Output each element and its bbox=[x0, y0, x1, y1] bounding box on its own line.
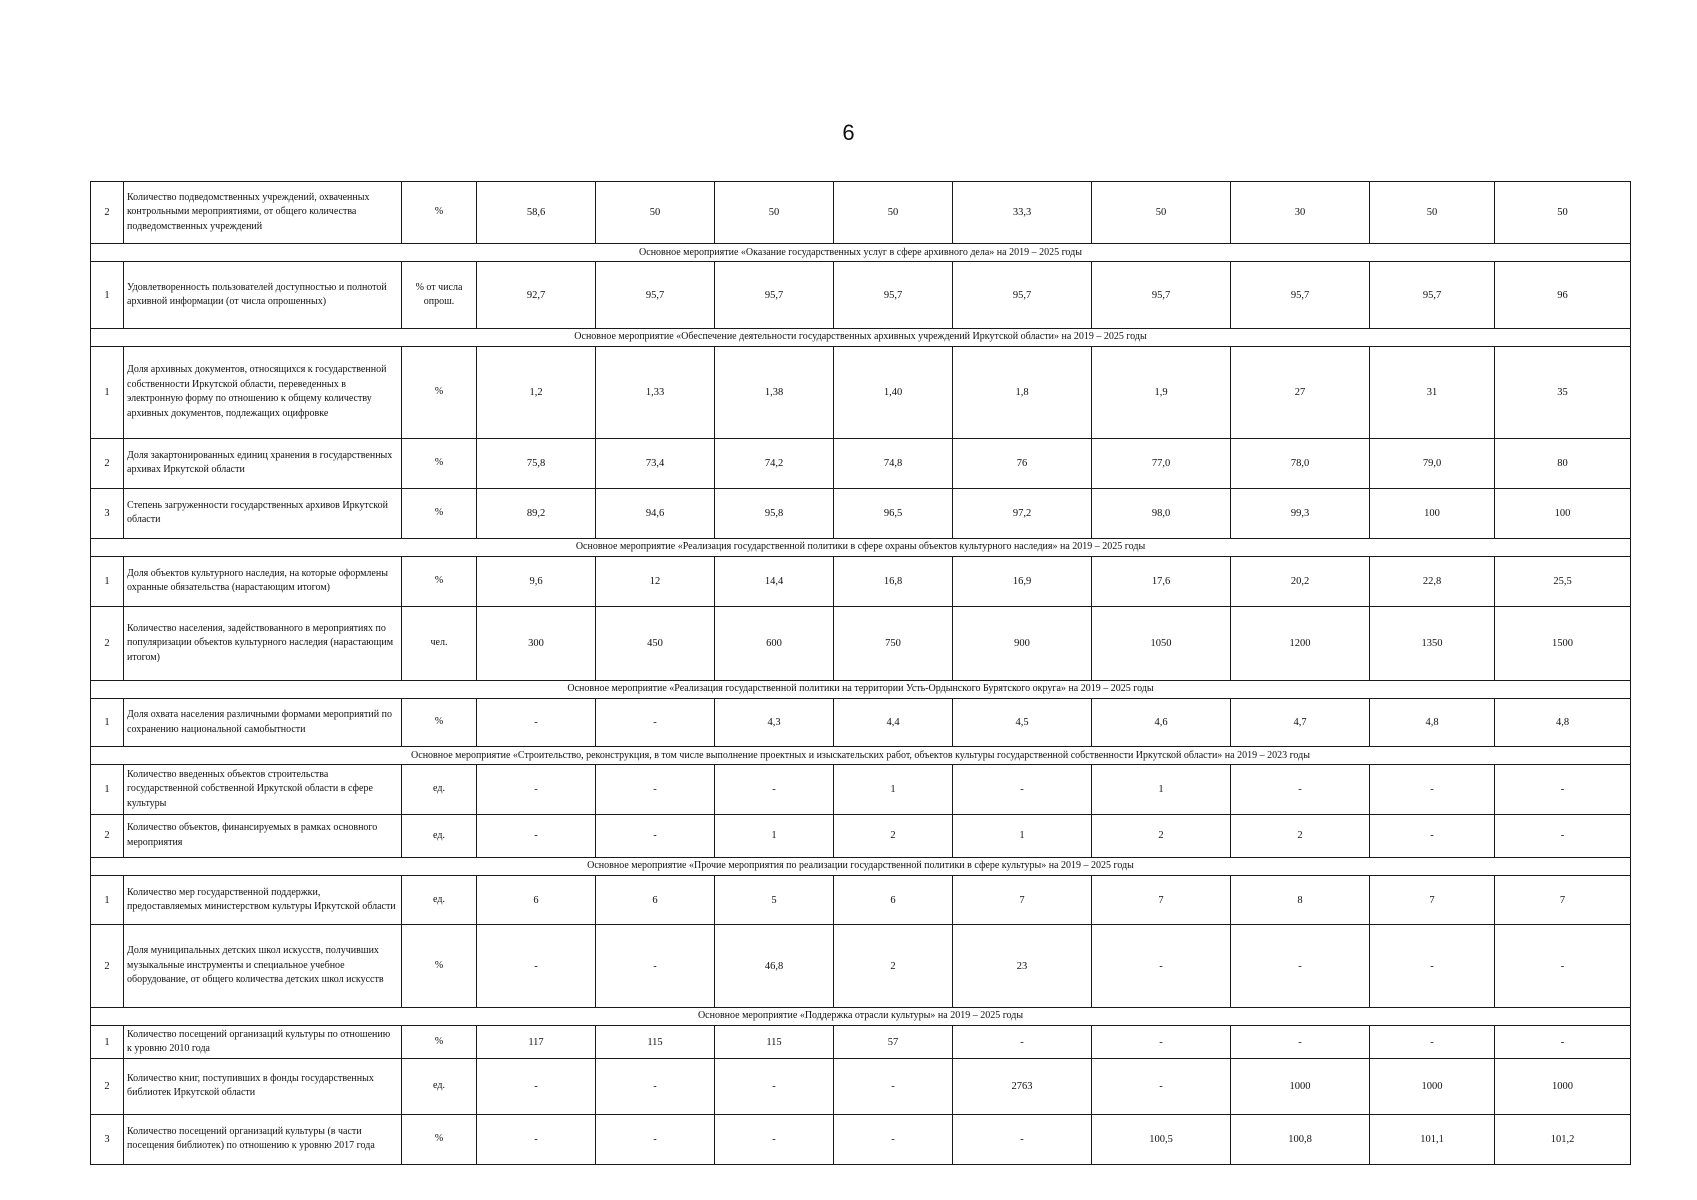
value-cell: - bbox=[1092, 1026, 1231, 1059]
value-cell: 1350 bbox=[1370, 606, 1495, 680]
value-cell: 1 bbox=[715, 814, 834, 857]
table-row bbox=[91, 876, 1631, 925]
table-row bbox=[91, 1114, 1631, 1164]
value-cell: - bbox=[596, 1114, 715, 1164]
value-cell: 100,5 bbox=[1092, 1114, 1231, 1164]
value-cell: 2 bbox=[1092, 814, 1231, 857]
value-cell: 1 bbox=[953, 814, 1092, 857]
value-cell: - bbox=[953, 1026, 1092, 1059]
table-row bbox=[91, 488, 1631, 538]
value-cell: - bbox=[1231, 925, 1370, 1008]
value-cell: 17,6 bbox=[1092, 557, 1231, 606]
value-cell: 101,2 bbox=[1495, 1114, 1631, 1164]
row-number-cell: 2 bbox=[91, 814, 124, 857]
section-title: Основное мероприятие «Реализация государственной политики на территории Усть-Ордынского Бурятского округа» на 2019 – 2025 годы bbox=[91, 680, 1631, 698]
value-cell: 31 bbox=[1370, 346, 1495, 438]
value-cell: 33,3 bbox=[953, 182, 1092, 244]
value-cell: 4,3 bbox=[715, 699, 834, 747]
table-row bbox=[91, 925, 1631, 1008]
value-cell: 100 bbox=[1370, 488, 1495, 538]
value-cell: 97,2 bbox=[953, 488, 1092, 538]
value-cell: 115 bbox=[715, 1026, 834, 1059]
value-cell: 73,4 bbox=[596, 438, 715, 488]
row-number-cell: 1 bbox=[91, 765, 124, 814]
value-cell: - bbox=[596, 699, 715, 747]
value-cell: - bbox=[477, 925, 596, 1008]
value-cell: 95,7 bbox=[715, 262, 834, 328]
value-cell: 75,8 bbox=[477, 438, 596, 488]
value-cell: 12 bbox=[596, 557, 715, 606]
indicator-name-cell: Доля муниципальных детских школ искусств, получивших музыкальные инструменты и специальное учебное оборудование, от общего количества детских школ искусств bbox=[124, 925, 402, 1008]
value-cell: 4,6 bbox=[1092, 699, 1231, 747]
value-cell: 6 bbox=[834, 876, 953, 925]
value-cell: 1,33 bbox=[596, 346, 715, 438]
value-cell: 1,9 bbox=[1092, 346, 1231, 438]
row-number-cell: 3 bbox=[91, 488, 124, 538]
row-number-cell: 2 bbox=[91, 438, 124, 488]
unit-cell: ед. bbox=[402, 814, 477, 857]
indicators-table bbox=[90, 181, 1631, 1165]
value-cell: 46,8 bbox=[715, 925, 834, 1008]
unit-cell: % bbox=[402, 438, 477, 488]
row-number-cell: 1 bbox=[91, 876, 124, 925]
value-cell: 2 bbox=[834, 925, 953, 1008]
unit-cell: чел. bbox=[402, 606, 477, 680]
value-cell: 50 bbox=[715, 182, 834, 244]
row-number-cell: 1 bbox=[91, 699, 124, 747]
unit-cell: % bbox=[402, 1114, 477, 1164]
section-header-row bbox=[91, 328, 1631, 346]
value-cell: 4,5 bbox=[953, 699, 1092, 747]
row-number-cell: 3 bbox=[91, 1114, 124, 1164]
table-row bbox=[91, 346, 1631, 438]
value-cell: 25,5 bbox=[1495, 557, 1631, 606]
value-cell: - bbox=[1370, 1026, 1495, 1059]
value-cell: - bbox=[1370, 765, 1495, 814]
value-cell: - bbox=[1370, 814, 1495, 857]
section-title: Основное мероприятие «Обеспечение деятельности государственных архивных учреждений Иркутской области» на 2019 – 2025 годы bbox=[91, 328, 1631, 346]
value-cell: - bbox=[596, 765, 715, 814]
value-cell: - bbox=[715, 1114, 834, 1164]
value-cell: 9,6 bbox=[477, 557, 596, 606]
unit-cell: ед. bbox=[402, 876, 477, 925]
value-cell: - bbox=[1231, 765, 1370, 814]
value-cell: 4,8 bbox=[1495, 699, 1631, 747]
value-cell: 7 bbox=[1092, 876, 1231, 925]
table-row bbox=[91, 814, 1631, 857]
table-row bbox=[91, 262, 1631, 328]
section-header-row bbox=[91, 244, 1631, 262]
value-cell: 74,8 bbox=[834, 438, 953, 488]
value-cell: 80 bbox=[1495, 438, 1631, 488]
unit-cell: % bbox=[402, 925, 477, 1008]
value-cell: 95,7 bbox=[1092, 262, 1231, 328]
value-cell: 76 bbox=[953, 438, 1092, 488]
value-cell: 6 bbox=[477, 876, 596, 925]
value-cell: 96 bbox=[1495, 262, 1631, 328]
value-cell: 4,7 bbox=[1231, 699, 1370, 747]
indicator-name-cell: Количество населения, задействованного в мероприятиях по популяризации объектов культурного наследия (нарастающим итогом) bbox=[124, 606, 402, 680]
value-cell: 35 bbox=[1495, 346, 1631, 438]
section-title: Основное мероприятие «Прочие мероприятия по реализации государственной политики в сфере культуры» на 2019 – 2025 годы bbox=[91, 858, 1631, 876]
value-cell: 58,6 bbox=[477, 182, 596, 244]
value-cell: 89,2 bbox=[477, 488, 596, 538]
value-cell: - bbox=[1495, 814, 1631, 857]
value-cell: 117 bbox=[477, 1026, 596, 1059]
table-row bbox=[91, 557, 1631, 606]
section-header-row bbox=[91, 680, 1631, 698]
row-number-cell: 1 bbox=[91, 557, 124, 606]
value-cell: 30 bbox=[1231, 182, 1370, 244]
unit-cell: % bbox=[402, 346, 477, 438]
unit-cell: % bbox=[402, 182, 477, 244]
value-cell: - bbox=[477, 1059, 596, 1114]
value-cell: 900 bbox=[953, 606, 1092, 680]
indicator-name-cell: Количество посещений организаций культуры по отношению к уровню 2010 года bbox=[124, 1026, 402, 1059]
value-cell: 96,5 bbox=[834, 488, 953, 538]
value-cell: - bbox=[1092, 925, 1231, 1008]
value-cell: 1 bbox=[834, 765, 953, 814]
value-cell: 92,7 bbox=[477, 262, 596, 328]
section-title: Основное мероприятие «Реализация государственной политики в сфере охраны объектов культурного наследия» на 2019 – 2025 годы bbox=[91, 539, 1631, 557]
value-cell: 1500 bbox=[1495, 606, 1631, 680]
value-cell: 16,9 bbox=[953, 557, 1092, 606]
indicator-name-cell: Количество посещений организаций культуры (в части посещения библиотек) по отношению к уровню 2017 года bbox=[124, 1114, 402, 1164]
unit-cell: % bbox=[402, 699, 477, 747]
indicator-name-cell: Количество объектов, финансируемых в рамках основного мероприятия bbox=[124, 814, 402, 857]
row-number-cell: 2 bbox=[91, 925, 124, 1008]
row-number-cell: 1 bbox=[91, 346, 124, 438]
unit-cell: % bbox=[402, 557, 477, 606]
value-cell: 99,3 bbox=[1231, 488, 1370, 538]
section-title: Основное мероприятие «Строительство, реконструкция, в том числе выполнение проектных и изыскательских работ, объектов культуры государственной собственности Иркутской области» на 2019 – 2023 годы bbox=[91, 747, 1631, 765]
indicator-name-cell: Количество мер государственной поддержки, предоставляемых министерством культуры Иркутской области bbox=[124, 876, 402, 925]
value-cell: - bbox=[1092, 1059, 1231, 1114]
value-cell: - bbox=[1495, 765, 1631, 814]
table-row bbox=[91, 699, 1631, 747]
row-number-cell: 2 bbox=[91, 606, 124, 680]
indicator-name-cell: Удовлетворенность пользователей доступностью и полнотой архивной информации (от числа опрошенных) bbox=[124, 262, 402, 328]
value-cell: 16,8 bbox=[834, 557, 953, 606]
table-row bbox=[91, 438, 1631, 488]
section-header-row bbox=[91, 539, 1631, 557]
value-cell: 100,8 bbox=[1231, 1114, 1370, 1164]
unit-cell: ед. bbox=[402, 765, 477, 814]
value-cell: 600 bbox=[715, 606, 834, 680]
value-cell: 1050 bbox=[1092, 606, 1231, 680]
value-cell: 50 bbox=[1495, 182, 1631, 244]
row-number-cell: 1 bbox=[91, 262, 124, 328]
unit-cell: % bbox=[402, 488, 477, 538]
value-cell: 98,0 bbox=[1092, 488, 1231, 538]
value-cell: - bbox=[1495, 1026, 1631, 1059]
value-cell: - bbox=[953, 765, 1092, 814]
value-cell: 7 bbox=[1370, 876, 1495, 925]
value-cell: 101,1 bbox=[1370, 1114, 1495, 1164]
value-cell: 6 bbox=[596, 876, 715, 925]
value-cell: 95,8 bbox=[715, 488, 834, 538]
section-title: Основное мероприятие «Поддержка отрасли культуры» на 2019 – 2025 годы bbox=[91, 1007, 1631, 1025]
value-cell: 50 bbox=[1092, 182, 1231, 244]
value-cell: - bbox=[715, 765, 834, 814]
value-cell: 95,7 bbox=[953, 262, 1092, 328]
indicator-name-cell: Доля архивных документов, относящихся к государственной собственности Иркутской области, переведенных в электронную форму по отношению к общему количеству архивных документов, подлежащих оцифровке bbox=[124, 346, 402, 438]
value-cell: 94,6 bbox=[596, 488, 715, 538]
table-row bbox=[91, 182, 1631, 244]
indicator-name-cell: Доля объектов культурного наследия, на которые оформлены охранные обязательства (нарастающим итогом) bbox=[124, 557, 402, 606]
value-cell: 50 bbox=[834, 182, 953, 244]
indicators-table-body bbox=[91, 182, 1631, 1165]
value-cell: 57 bbox=[834, 1026, 953, 1059]
indicator-name-cell: Количество подведомственных учреждений, охваченных контрольными мероприятиями, от общего количества подведомственных учреждений bbox=[124, 182, 402, 244]
unit-cell: % от числа опрош. bbox=[402, 262, 477, 328]
value-cell: 14,4 bbox=[715, 557, 834, 606]
value-cell: 115 bbox=[596, 1026, 715, 1059]
table-row bbox=[91, 765, 1631, 814]
indicator-name-cell: Степень загруженности государственных архивов Иркутской области bbox=[124, 488, 402, 538]
indicator-name-cell: Количество введенных объектов строительства государственной собственной Иркутской области в сфере культуры bbox=[124, 765, 402, 814]
value-cell: 450 bbox=[596, 606, 715, 680]
value-cell: 2763 bbox=[953, 1059, 1092, 1114]
unit-cell: ед. bbox=[402, 1059, 477, 1114]
section-header-row bbox=[91, 858, 1631, 876]
value-cell: 79,0 bbox=[1370, 438, 1495, 488]
value-cell: 27 bbox=[1231, 346, 1370, 438]
value-cell: 95,7 bbox=[1370, 262, 1495, 328]
value-cell: 7 bbox=[1495, 876, 1631, 925]
section-header-row bbox=[91, 747, 1631, 765]
value-cell: - bbox=[477, 814, 596, 857]
value-cell: - bbox=[1370, 925, 1495, 1008]
value-cell: 74,2 bbox=[715, 438, 834, 488]
value-cell: 5 bbox=[715, 876, 834, 925]
value-cell: - bbox=[596, 1059, 715, 1114]
value-cell: 4,8 bbox=[1370, 699, 1495, 747]
value-cell: 50 bbox=[1370, 182, 1495, 244]
value-cell: 7 bbox=[953, 876, 1092, 925]
value-cell: - bbox=[715, 1059, 834, 1114]
value-cell: 2 bbox=[834, 814, 953, 857]
table-row bbox=[91, 1026, 1631, 1059]
value-cell: 1 bbox=[1092, 765, 1231, 814]
value-cell: 750 bbox=[834, 606, 953, 680]
value-cell: - bbox=[596, 925, 715, 1008]
value-cell: - bbox=[477, 765, 596, 814]
table-row bbox=[91, 1059, 1631, 1114]
value-cell: - bbox=[1495, 925, 1631, 1008]
value-cell: 95,7 bbox=[596, 262, 715, 328]
value-cell: 2 bbox=[1231, 814, 1370, 857]
value-cell: 100 bbox=[1495, 488, 1631, 538]
value-cell: 95,7 bbox=[1231, 262, 1370, 328]
value-cell: 22,8 bbox=[1370, 557, 1495, 606]
value-cell: - bbox=[953, 1114, 1092, 1164]
page-number: 6 bbox=[842, 120, 855, 145]
value-cell: - bbox=[1231, 1026, 1370, 1059]
value-cell: 20,2 bbox=[1231, 557, 1370, 606]
indicator-name-cell: Доля охвата населения различными формами мероприятий по сохранению национальной самобытности bbox=[124, 699, 402, 747]
row-number-cell: 2 bbox=[91, 182, 124, 244]
value-cell: - bbox=[477, 1114, 596, 1164]
value-cell: - bbox=[596, 814, 715, 857]
value-cell: 50 bbox=[596, 182, 715, 244]
value-cell: 1200 bbox=[1231, 606, 1370, 680]
value-cell: 77,0 bbox=[1092, 438, 1231, 488]
indicator-name-cell: Количество книг, поступивших в фонды государственных библиотек Иркутской области bbox=[124, 1059, 402, 1114]
value-cell: 4,4 bbox=[834, 699, 953, 747]
table-row bbox=[91, 606, 1631, 680]
indicator-name-cell: Доля закартонированных единиц хранения в государственных архивах Иркутской области bbox=[124, 438, 402, 488]
value-cell: 300 bbox=[477, 606, 596, 680]
value-cell: 1,8 bbox=[953, 346, 1092, 438]
value-cell: 1000 bbox=[1231, 1059, 1370, 1114]
section-header-row bbox=[91, 1007, 1631, 1025]
value-cell: 1000 bbox=[1495, 1059, 1631, 1114]
value-cell: - bbox=[834, 1114, 953, 1164]
value-cell: 95,7 bbox=[834, 262, 953, 328]
value-cell: 1,2 bbox=[477, 346, 596, 438]
section-title: Основное мероприятие «Оказание государственных услуг в сфере архивного дела» на 2019 – 2025 годы bbox=[91, 244, 1631, 262]
value-cell: 8 bbox=[1231, 876, 1370, 925]
value-cell: 78,0 bbox=[1231, 438, 1370, 488]
value-cell: - bbox=[834, 1059, 953, 1114]
value-cell: 1,38 bbox=[715, 346, 834, 438]
row-number-cell: 1 bbox=[91, 1026, 124, 1059]
value-cell: 23 bbox=[953, 925, 1092, 1008]
value-cell: - bbox=[477, 699, 596, 747]
unit-cell: % bbox=[402, 1026, 477, 1059]
value-cell: 1000 bbox=[1370, 1059, 1495, 1114]
row-number-cell: 2 bbox=[91, 1059, 124, 1114]
value-cell: 1,40 bbox=[834, 346, 953, 438]
